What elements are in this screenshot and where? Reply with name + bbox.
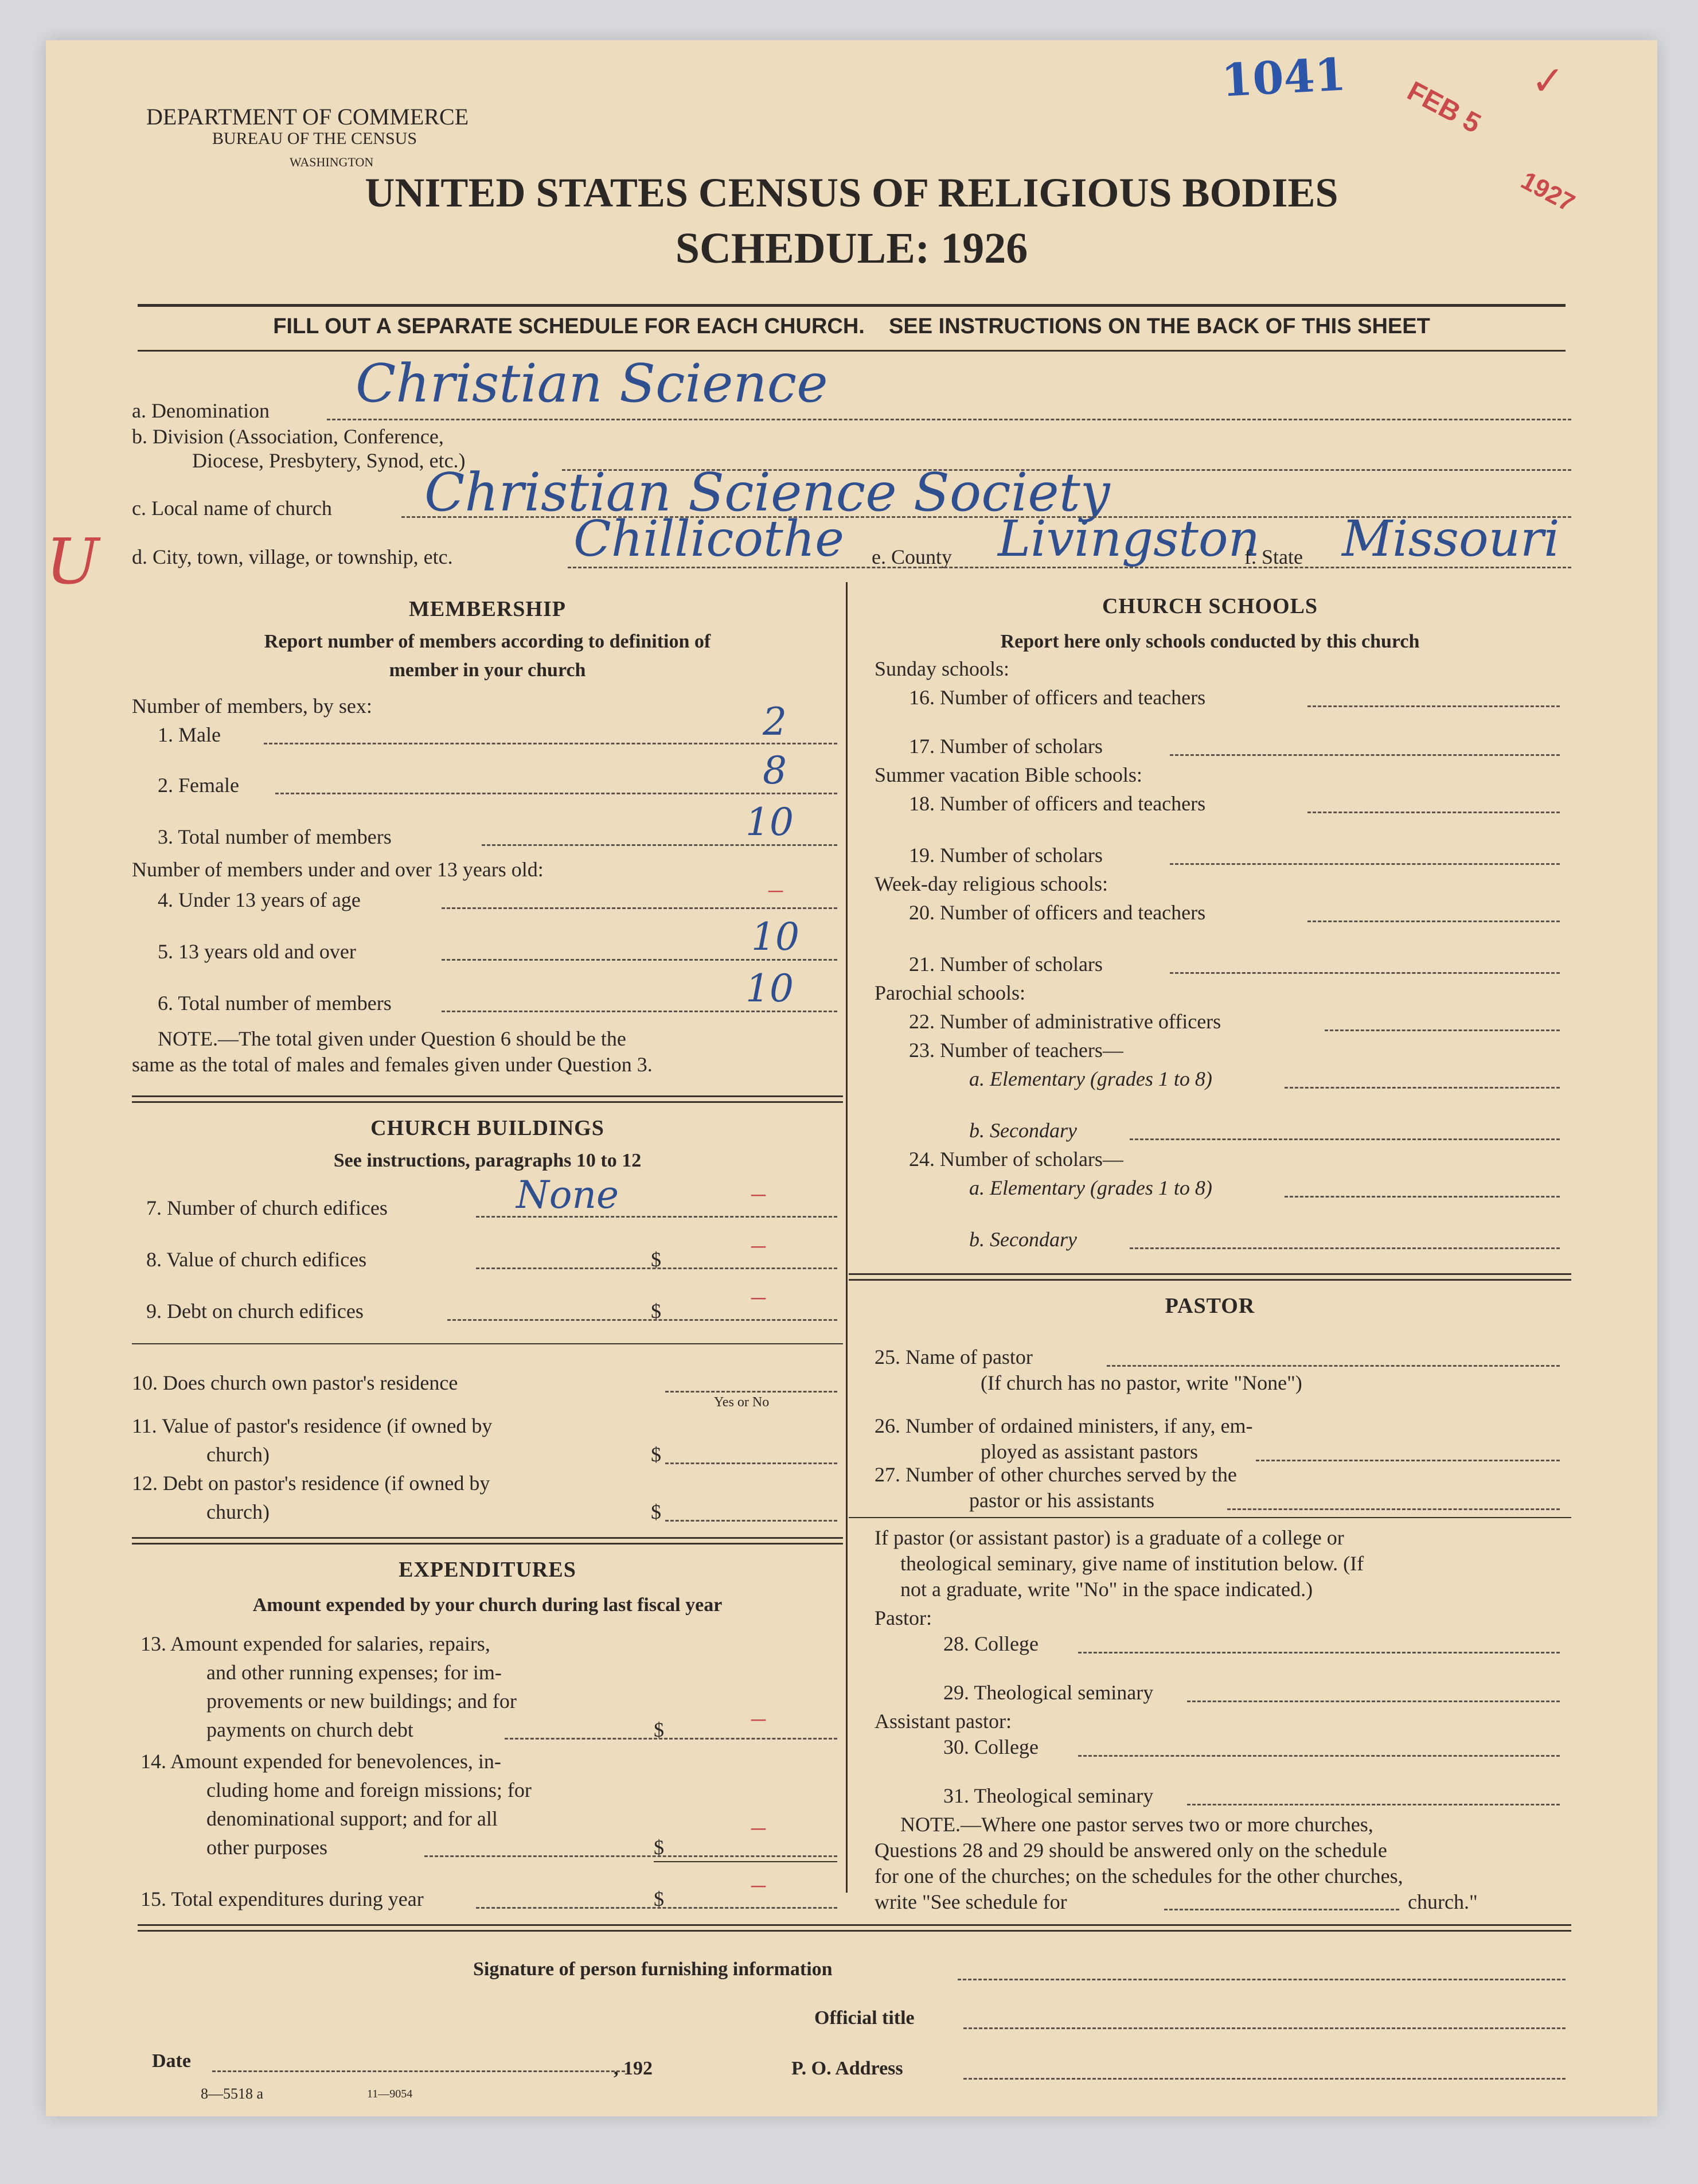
q21-label: 21. Number of scholars <box>909 953 1103 976</box>
stamp-year: 1927 <box>1516 166 1579 218</box>
state-label: f. State <box>1244 545 1303 568</box>
signature-label: Signature of person furnishing information <box>473 1959 833 1980</box>
pastor-note-3: for one of the churches; on the schedules for the other churches, <box>875 1865 1403 1887</box>
city-value: Chillicothe <box>573 510 844 568</box>
q29-label: 29. Theological seminary <box>943 1681 1154 1704</box>
q2-label: 2. Female <box>158 774 239 797</box>
denomination-value: Christian Science <box>356 353 828 414</box>
buildings-intro: See instructions, paragraphs 10 to 12 <box>333 1150 642 1171</box>
date-year: , 192 <box>614 2058 653 2079</box>
q14-label-2: cluding home and foreign missions; for <box>206 1779 532 1801</box>
pastor-note: NOTE.—Where one pastor serves two or more churches, <box>900 1813 1373 1836</box>
q13-label-3: provements or new buildings; and for <box>206 1690 517 1713</box>
q8-dollar: $ <box>651 1248 661 1271</box>
q8-label: 8. Value of church edifices <box>146 1248 367 1271</box>
q31-label: 31. Theological seminary <box>943 1784 1154 1807</box>
q7-label: 7. Number of church edifices <box>146 1196 388 1219</box>
q7-mark: – <box>751 1176 766 1208</box>
official-title-label: Official title <box>814 2007 915 2029</box>
pastor-heading: PASTOR <box>1165 1294 1255 1318</box>
q11-label-2: church) <box>206 1443 270 1466</box>
print-number: 11—9054 <box>367 2088 413 2100</box>
q13-label: 13. Amount expended for salaries, repairs, <box>140 1632 490 1655</box>
q15-mark: – <box>751 1867 766 1900</box>
members-by-sex-label: Number of members, by sex: <box>132 695 372 717</box>
buildings-heading: CHURCH BUILDINGS <box>370 1116 604 1140</box>
q14-dollar: $ <box>654 1836 664 1859</box>
expenditures-heading: EXPENDITURES <box>399 1558 576 1582</box>
q14-mark: – <box>751 1810 766 1842</box>
q25-hint: (If church has no pastor, write "None") <box>981 1371 1302 1394</box>
state-value: Missouri <box>1342 510 1560 568</box>
q13-label-2: and other running expenses; for im- <box>206 1661 502 1684</box>
q12-label: 12. Debt on pastor's residence (if owned by <box>132 1472 490 1495</box>
q23-label: 23. Number of teachers— <box>909 1039 1123 1062</box>
division-label-2: Diocese, Presbytery, Synod, etc.) <box>192 449 466 472</box>
q20-label: 20. Number of officers and teachers <box>909 901 1206 924</box>
check-mark: ✓ <box>1531 60 1565 104</box>
bureau-name: BUREAU OF THE CENSUS <box>212 129 417 148</box>
membership-heading: MEMBERSHIP <box>409 597 566 621</box>
division-label: b. Division (Association, Conference, <box>132 425 444 448</box>
pastor-note-4: write "See schedule for <box>875 1890 1067 1913</box>
stamp-date: FEB 5 <box>1402 76 1486 139</box>
form-number: 8—5518 a <box>201 2085 264 2102</box>
department-name: DEPARTMENT OF COMMERCE <box>146 104 469 130</box>
q15-dollar: $ <box>654 1887 664 1910</box>
q2-value: 8 <box>763 748 787 793</box>
q6-value: 10 <box>745 966 794 1011</box>
q26-label: 26. Number of ordained ministers, if any, em- <box>875 1414 1253 1437</box>
q23a-label: a. Elementary (grades 1 to 8) <box>969 1067 1212 1090</box>
po-address-label: P. O. Address <box>791 2058 903 2079</box>
city-label: d. City, town, village, or township, etc. <box>132 545 453 568</box>
q1-value: 2 <box>763 700 787 744</box>
city-name: WASHINGTON <box>290 155 374 169</box>
q11-label: 11. Value of pastor's residence (if owned by <box>132 1414 493 1437</box>
margin-mark: U <box>46 525 99 598</box>
q17-label: 17. Number of scholars <box>909 735 1103 758</box>
q13-dollar: $ <box>654 1718 664 1741</box>
q24a-label: a. Elementary (grades 1 to 8) <box>969 1176 1212 1199</box>
q5-value: 10 <box>751 915 799 959</box>
q12-label-2: church) <box>206 1500 270 1523</box>
q3-value: 10 <box>745 800 794 844</box>
q24-label: 24. Number of scholars— <box>909 1148 1123 1171</box>
q18-label: 18. Number of officers and teachers <box>909 792 1206 815</box>
membership-intro: Report number of members according to definition of <box>264 631 711 652</box>
members-by-age-label: Number of members under and over 13 years old: <box>132 858 544 881</box>
schools-intro: Report here only schools conducted by this church <box>1000 631 1420 652</box>
assistant-pastor-label: Assistant pastor: <box>875 1710 1012 1733</box>
q25-label: 25. Name of pastor <box>875 1346 1033 1368</box>
q5-label: 5. 13 years old and over <box>158 940 356 963</box>
q9-dollar: $ <box>651 1300 661 1323</box>
sunday-schools-label: Sunday schools: <box>875 657 1010 680</box>
q22-label: 22. Number of administrative officers <box>909 1010 1221 1033</box>
q6-label: 6. Total number of members <box>158 992 392 1015</box>
q7-value: None <box>516 1173 619 1217</box>
q10-label: 10. Does church own pastor's residence <box>132 1371 458 1394</box>
q26-label-2: ployed as assistant pastors <box>981 1440 1198 1463</box>
form-title: UNITED STATES CENSUS OF RELIGIOUS BODIES <box>365 170 1338 216</box>
county-value: Livingston <box>998 510 1260 568</box>
q13-mark: – <box>751 1701 766 1733</box>
pastor-note-2: Questions 28 and 29 should be answered only on the schedule <box>875 1839 1387 1862</box>
q14-label: 14. Amount expended for benevolences, in- <box>140 1750 501 1773</box>
q14-label-4: other purposes <box>206 1836 327 1859</box>
date-label: Date <box>152 2050 191 2072</box>
q27-label-2: pastor or his assistants <box>969 1489 1154 1512</box>
schools-heading: CHURCH SCHOOLS <box>1102 594 1318 618</box>
pastor-note-5: church." <box>1408 1890 1478 1913</box>
expenditures-intro: Amount expended by your church during last fiscal year <box>252 1594 723 1616</box>
graduate-instruction-3: not a graduate, write "No" in the space indicated.) <box>900 1578 1313 1601</box>
q15-label: 15. Total expenditures during year <box>140 1887 424 1910</box>
church-name-value: Christian Science Society <box>424 462 1110 523</box>
graduate-instruction-2: theological seminary, give name of institution below. (If <box>900 1552 1364 1575</box>
q9-mark: – <box>751 1280 766 1312</box>
membership-note-2: same as the total of males and females given under Question 3. <box>132 1053 653 1076</box>
pastor-label: Pastor: <box>875 1606 932 1629</box>
q28-label: 28. College <box>943 1632 1039 1655</box>
q27-label: 27. Number of other churches served by the <box>875 1463 1237 1486</box>
membership-intro-2: member in your church <box>389 660 586 681</box>
county-label: e. County <box>872 545 952 568</box>
q8-mark: – <box>751 1228 766 1260</box>
q10-hint: Yes or No <box>714 1395 770 1410</box>
schedule-year: SCHEDULE: 1926 <box>675 224 1028 272</box>
church-name-label: c. Local name of church <box>132 497 332 520</box>
q9-label: 9. Debt on church edifices <box>146 1300 364 1323</box>
q19-label: 19. Number of scholars <box>909 844 1103 867</box>
weekday-schools-label: Week-day religious schools: <box>875 872 1108 895</box>
q24b-label: b. Secondary <box>969 1228 1077 1251</box>
q30-label: 30. College <box>943 1735 1039 1758</box>
membership-note: NOTE.—The total given under Question 6 should be the <box>158 1027 626 1050</box>
denomination-label: a. Denomination <box>132 399 270 422</box>
q16-label: 16. Number of officers and teachers <box>909 686 1206 709</box>
summer-schools-label: Summer vacation Bible schools: <box>875 763 1142 786</box>
q1-label: 1. Male <box>158 723 221 746</box>
q3-label: 3. Total number of members <box>158 825 392 848</box>
parochial-schools-label: Parochial schools: <box>875 981 1025 1004</box>
q4-value: – <box>768 872 783 904</box>
q23b-label: b. Secondary <box>969 1119 1077 1142</box>
stamp-number: 1041 <box>1220 48 1348 107</box>
q4-label: 4. Under 13 years of age <box>158 888 361 911</box>
census-schedule-sheet <box>46 40 1657 2116</box>
q12-dollar: $ <box>651 1500 661 1523</box>
instruction-banner: FILL OUT A SEPARATE SCHEDULE FOR EACH CHURCH. SEE INSTRUCTIONS ON THE BACK OF THIS SHEET <box>273 314 1430 338</box>
q13-label-4: payments on church debt <box>206 1718 413 1741</box>
q11-dollar: $ <box>651 1443 661 1466</box>
q14-label-3: denominational support; and for all <box>206 1807 498 1830</box>
graduate-instruction: If pastor (or assistant pastor) is a graduate of a college or <box>875 1526 1344 1549</box>
